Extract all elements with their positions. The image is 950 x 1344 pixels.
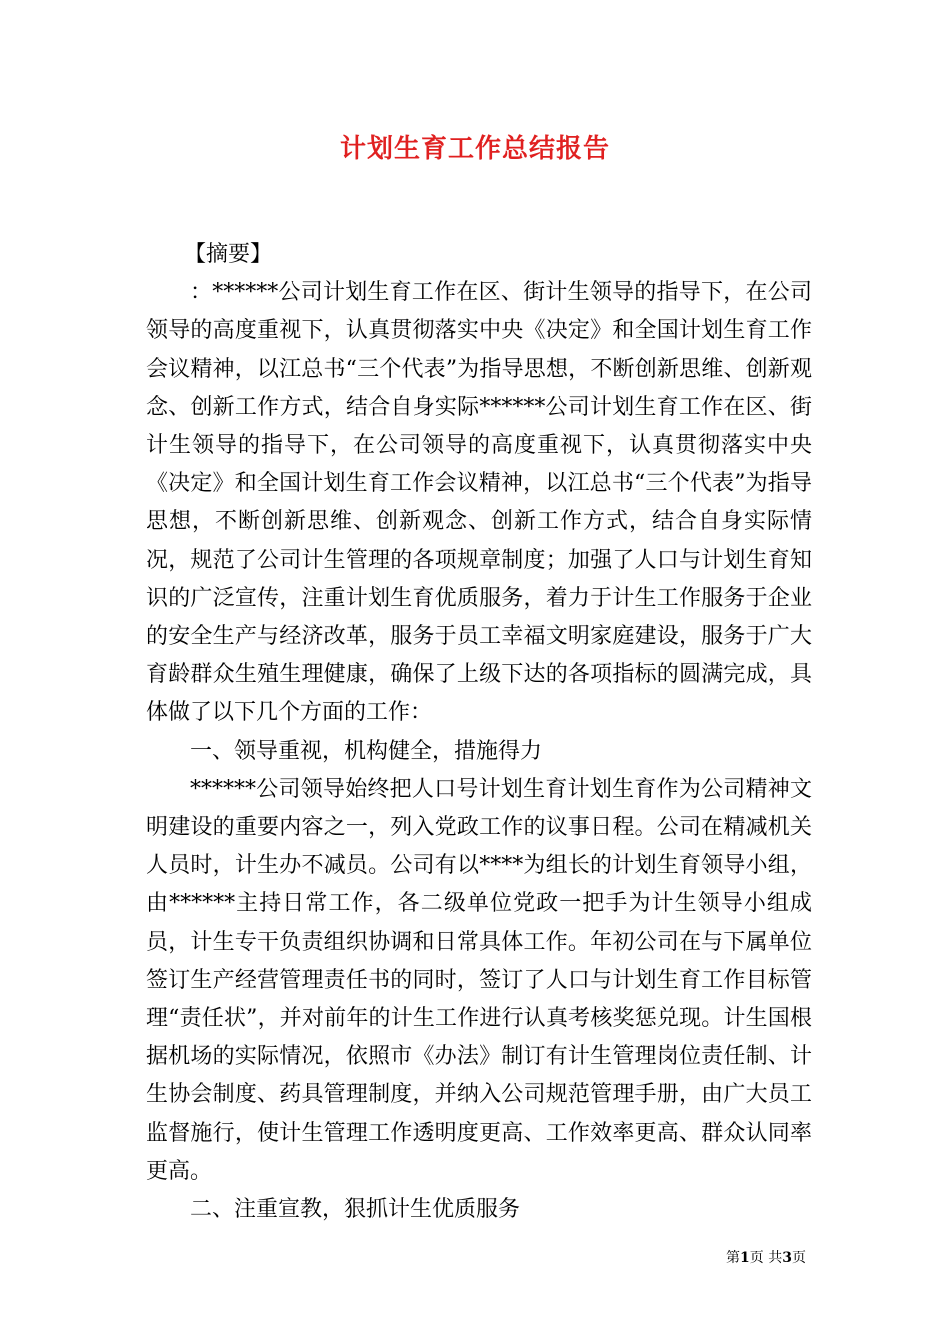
abstract-paragraph: ：******公司计划生育工作在区、街计生领导的指导下，在公司领导的高度重视下，认真贯彻落实中央《决定》和全国计划生育工作会议精神，以江总书“三个代表”为指导思想，不断创新思维、创新观念、创新工作方式，结合自身实际******公司计划生育工作在区、街计生领导的指导下，在公司领导的高度重视下，认真贯彻落实中央《决定》和全国计划生育工作会议精神，以江总书“三个代表”为指导思想，不断创新思维、创新观念、创新工作方式，结合自身实际情况，规范了公司计生管理的各项规章制度；加强了人口与计划生育知识的广泛宣传，注重计划生育优质服务，着力于计生工作服务于企业的安全生产与经济改革，服务于员工幸福文明家庭建设，服务于广大育龄群众生殖生理健康，确保了上级下达的各项指标的圆满完成，具体做了以下几个方面的工作：: [146, 280, 812, 726]
page-footer: [0, 1247, 806, 1267]
footer-prefix: 第: [726, 1250, 741, 1266]
section-heading-2: 二、注重宣教，狠抓计生优质服务: [190, 1197, 521, 1223]
footer-middle: 页 共: [749, 1250, 783, 1266]
footer-suffix: 页: [792, 1250, 806, 1266]
section-1-paragraph: ******公司领导始终把人口号计划生育计划生育作为公司精神文明建设的重要内容之一，列入党政工作的议事日程。公司在精减机关人员时，计生办不减员。公司有以****为组长的计划生育领导小组，由******主持日常工作，各二级单位党政一把手为计生领导小组成员，计生专干负责组织协调和日常具体工作。年初公司在与下属单位签订生产经营管理责任书的同时，签订了人口与计划生育工作目标管理“责任状”，并对前年的计生工作进行认真考核奖惩兑现。计生国根据机场的实际情况，依照市《办法》制订有计生管理岗位责任制、计生协会制度、药具管理制度，并纳入公司规范管理手册，由广大员工监督施行，使计生管理工作透明度更高、工作效率更高、群众认同率更高。: [146, 776, 812, 1184]
footer-current-page: 1: [740, 1250, 750, 1266]
footer-total-pages: 3: [782, 1250, 792, 1266]
document-title: 计划生育工作总结报告: [339, 134, 610, 164]
document-body: [146, 236, 812, 1229]
abstract-label: 【摘要】: [184, 242, 273, 267]
section-heading-1: 一、领导重视，机构健全，措施得力: [190, 738, 543, 764]
